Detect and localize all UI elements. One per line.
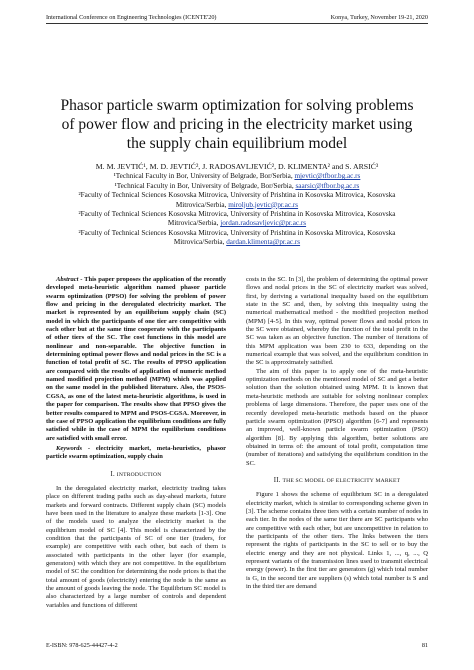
author-block: [56, 162, 418, 248]
affiliation-3: [56, 191, 418, 210]
affiliation-text: ²Faculty of Technical Sciences Kosovska Mitrovica, University of Prishtina in Kosovska Mitrovica, Kosovska Mitrovica/Serbia,: [78, 228, 396, 247]
affiliation-4: [56, 210, 418, 229]
keywords-text: - electricity market, meta-heuristics, phasor particle swarm optimization, supply chain: [46, 444, 226, 461]
conference-location-date: Konya, Turkey, November 19-21, 2020: [330, 14, 428, 21]
section-number: II.: [273, 476, 281, 484]
section-number: I.: [110, 470, 115, 478]
affiliation-5: [56, 229, 418, 248]
affiliation-text: ¹Technical Faculty in Bor, University of Belgrade, Bor/Serbia,: [113, 172, 295, 181]
abstract-label: Abstract: [56, 276, 79, 283]
email-link[interactable]: mjevtic@tfbor.bg.ac.rs: [294, 172, 361, 181]
right-column: [246, 276, 428, 591]
email-link[interactable]: saarsic@tfbor.bg.ac.rs: [295, 181, 360, 190]
body-paragraph: The aim of this paper is to apply one of the meta-heuristic optimization methods on the mentioned model of SC and get a better solution than the solution obtained using MPM. It is known that meta-heuristic methods are suitable for solving nonlinear complex problems of large dimensions. Therefore, the paper uses one of the recently developed meta-heuristic methods based on the phasor particle swarm optimization (PPSO) algorithm [6-7] and represents an improved, well-known particle swarm optimization (PSO) algorithm [8]. By applying this algorithm, better solutions are obtained in terms of: the amount of total profit, computation time (number of iterations) and satisfying the equilibrium condition in the SC.: [246, 367, 428, 467]
section-title: THE SC MODEL OF ELECTRICITY MARKET: [282, 477, 401, 484]
running-header: [46, 14, 428, 24]
email-link[interactable]: dardan.klimenta@pr.ac.rs: [226, 238, 301, 247]
paper-title: Phasor particle swarm optimization for solving problems of power flow and pricing in the electricity market using the supply chain equilibrium model: [60, 97, 414, 152]
body-paragraph: costs in the SC. In [3], the problem of determining the optimal power flows and nodal prices in the SC of electricity market was solved, first, by deriving a variational inequality based on the equilibrium state in the SC and, then, by solving this inequality using the numerical mathematical method - the modified projection method (MPM) [4-5]. In this way, optimal power flows and nodal prices in the SC were obtained, whereby the function of the total profit in the SC was taken as an objective function. The number of iterations of this MPM application was been 230 to 633, depending on the numerical example that was solved, and the equilibrium condition in the SC is approximately satisfied.: [246, 276, 428, 367]
affiliation-2: [56, 182, 418, 191]
affiliation-1: [56, 172, 418, 181]
section-title: INTRODUCTION: [116, 471, 162, 478]
page-number: 81: [421, 642, 428, 649]
email-link[interactable]: jordan.radosavljevic@pr.ac.rs: [220, 219, 307, 228]
affiliation-text: ²Faculty of Technical Sciences Kosovska Mitrovica, University of Prishtina in Kosovska Mitrovica, Kosovska Mitrovica/Serbia,: [78, 191, 396, 209]
conference-name: International Conference on Engineering Technologies (ICENTE'20): [46, 14, 217, 21]
section-heading-introduction: [46, 471, 226, 479]
left-column: [46, 276, 226, 610]
keywords: [46, 445, 226, 462]
affiliation-text: ²Faculty of Technical Sciences Kosovska Mitrovica, University of Prishtina in Kosovska Mitrovica, Kosovska Mitrovica/Serbia,: [78, 210, 396, 228]
affiliation-text: ¹Technical Faculty in Bor, University of Belgrade, Bor/Serbia,: [114, 181, 296, 190]
intro-paragraph: In the deregulated electricity market, electricity trading takes place on different trading paths such as day-ahead markets, future markets and forward contracts. Different supply chain (SC) models have been used in the literature to analyze these markets [1-3]. One of the models used to analyze the electricity market is the equilibrium model of SC [4]. This model is characterized by the condition that the participants of SC of one tier (traders, for example) are competitive with each other, but each of them is associated with participants in the other layer (for example, generators) with which they are not competitive. In the equilibrium model of SC the condition for determining the node prices is that the total amount of goods (electricity) entering the node is the same as the amount of goods leaving the node. The Equilibrium SC model is also characterized by a large number of controls and dependent variables and functions of different: [46, 484, 226, 609]
isbn-footer: E-ISBN: 978-625-44427-4-2: [46, 642, 118, 649]
author-names: M. M. JEVTIĆ¹, M. D. JEVTIĆ², J. RADOSAVLJEVIĆ², D. KLIMENTA² and S. ARSIĆ³: [95, 162, 379, 171]
section-heading-sc-model: [246, 477, 428, 485]
abstract-text: - This paper proposes the application of the recently developed meta-heuristic algorithm named phasor particle swarm optimization (PPSO) for solving the problem of power flow and pricing in the deregulated electricity market. The market is represented by an equilibrium supply chain (SC) model in which the participants of one tier are competitive with each other but at the same time cooperate with the participants of other tiers of the SC. The cost functions in this model are nonlinear and non-separable. The objective function in determining optimal power flows and nodal prices in the SC is a function of total profit of SC. The results of PPSO application are compared with the results of application of numeric method named modified projection method (MPM) which was applied on the same model in the published literature. Also, the PSOS-CGSA, as one of the latest meta-heuristic algorithms, is used in the paper for comparison. The results show that PPSO gives the better results compared to MPM and PSOS-CGSA. Moreover, in the case of PPSO application the equilibrium conditions are fully satisfied while in the case of MPM the equilibrium conditions are satisfied with small error.: [46, 276, 226, 442]
abstract: [46, 276, 226, 443]
email-link[interactable]: miroljub.jevtic@pr.ac.rs: [228, 200, 299, 209]
keywords-label: Keywords: [56, 444, 82, 452]
body-paragraph: Figure 1 shows the scheme of equilibrium SC in a deregulated electricity market, which is similar to corresponding scheme given in [3]. The scheme contains three tiers with a certain number of nodes in each tier. In the nodes of the same tier there are SC participants who are competitive with each other, but are uncompetitive in relation to the participants of the other tiers. The links between the tiers represent the rights of participants in the SC to sell or to buy the electric energy and they are not physical. Links 1, ..., q, ..., Q represent variants of the transmission lines used to transmit electrical energy (power). In the first tier are generators (g) which total number is G, in the second tier are suppliers (s) which total number is S and in the third tier are demand: [246, 491, 428, 591]
